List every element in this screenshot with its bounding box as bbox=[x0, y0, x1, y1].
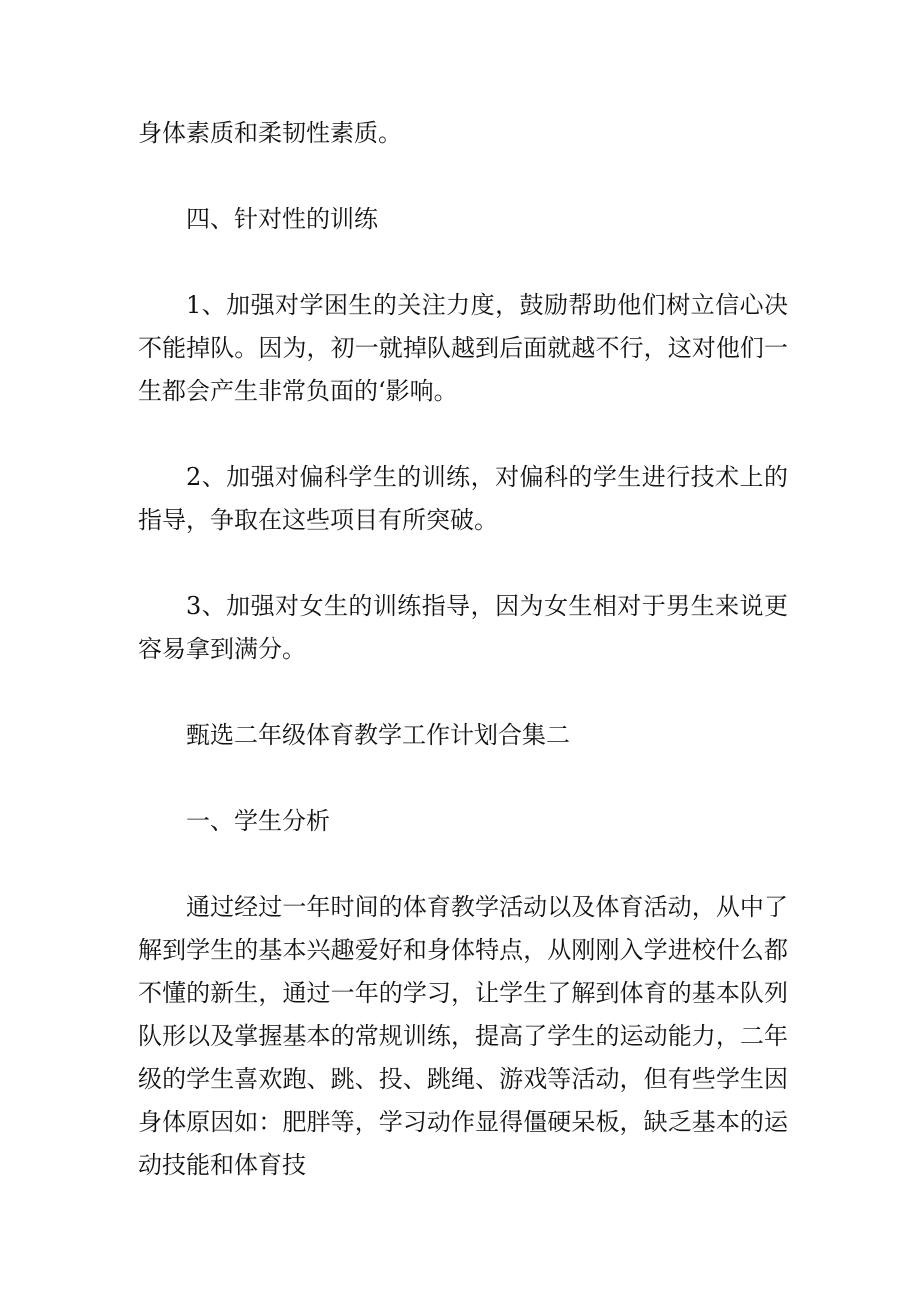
section-heading-targeted-training: 四、针对性的训练 bbox=[186, 205, 378, 233]
section-heading-student-analysis: 一、学生分析 bbox=[186, 807, 330, 835]
document-title-collection-two: 甄选二年级体育教学工作计划合集二 bbox=[186, 721, 570, 749]
document-body bbox=[138, 112, 788, 1187]
list-item-struggling-students: 1、加强对学困生的关注力度，鼓励帮助他们树立信心决不能掉队。因为，初一就掉队越到后面就越不行，这对他们一生都会产生非常负面的‘影响。 bbox=[138, 291, 788, 405]
list-item-weak-subject-students: 2、加强对偏科学生的训练，对偏科的学生进行技术上的指导，争取在这些项目有所突破。 bbox=[138, 463, 788, 534]
paragraph-student-analysis: 通过经过一年时间的体育教学活动以及体育活动，从中了解到学生的基本兴趣爱好和身体特点，从刚刚入学进校什么都不懂的新生，通过一年的学习，让学生了解到体育的基本队列队形以及掌握基本的常规训练，提高了学生的运动能力，二年级的学生喜欢跑、跳、投、跳绳、游戏等活动，但有些学生因身体原因如：肥胖等，学习动作显得僵硬呆板，缺乏基本的运动技能和体育技 bbox=[138, 893, 788, 1179]
list-item-female-students: 3、加强对女生的训练指导，因为女生相对于男生来说更容易拿到满分。 bbox=[138, 592, 788, 663]
paragraph-continuation: 身体素质和柔韧性素质。 bbox=[138, 119, 402, 147]
